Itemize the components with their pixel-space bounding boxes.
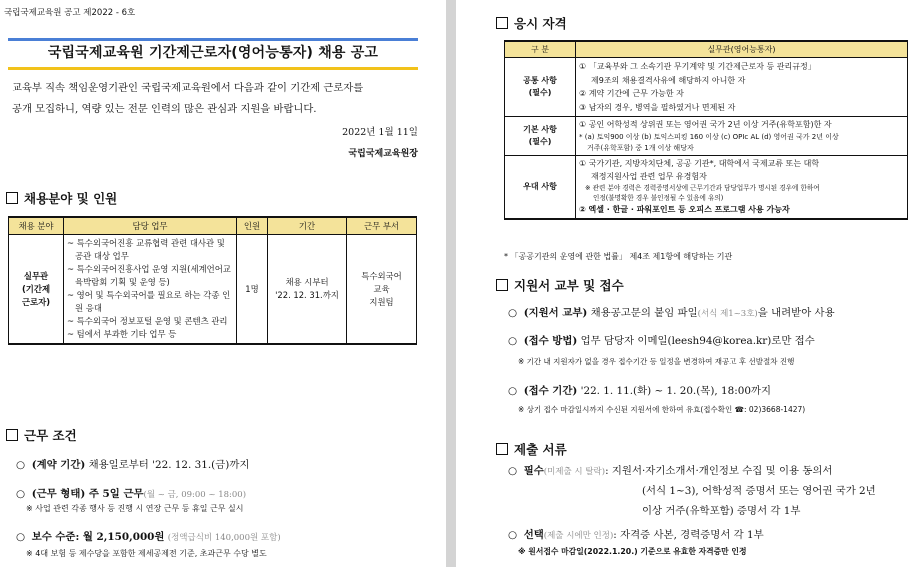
checkbox-icon bbox=[496, 279, 508, 291]
qual-item: ① 공인 어학성적 상위권 또는 영어권 국가 2년 이상 거주(유학포함)한 자 bbox=[579, 120, 832, 130]
qual-item: 거주(유학포함) 중 1개 이상 해당자 bbox=[587, 143, 694, 152]
doc-required-line3: 이상 거주(유학포함) 증명서 각 1부 bbox=[642, 505, 801, 517]
bullet-icon: ○ bbox=[508, 335, 524, 347]
app-distribution-label: (지원서 교부) bbox=[523, 307, 588, 319]
section-recruit-title: 채용분야 및 인원 bbox=[24, 191, 118, 206]
qual-label-line: 기본 사항 bbox=[523, 125, 557, 135]
qual-label-preferred bbox=[505, 156, 576, 219]
dept-line: 지원팀 bbox=[369, 296, 394, 307]
doc-optional-text: : 자격증 사본, 경력증명서 각 1부 bbox=[613, 529, 764, 541]
title-bar-bottom bbox=[8, 67, 418, 70]
field-line: (기간제 bbox=[21, 283, 51, 294]
header-ref: 국립국제교육원 공고 제2022 - 6호 bbox=[4, 8, 136, 18]
app-method-text: 업무 담당자 이메일(leesh94@korea.kr)로만 접수 bbox=[580, 335, 815, 347]
duty-item: ~ 특수외국어진흥 교류협력 관련 대사관 및 공관 대상 업무 bbox=[67, 238, 225, 262]
duties-cell bbox=[64, 235, 237, 345]
bullet-icon: ○ bbox=[508, 465, 524, 477]
condition-pay bbox=[16, 528, 281, 543]
qual-label-common bbox=[505, 58, 576, 117]
page-title: 국립국제교육원 기간제근로자(영어능통자) 채용 공고 bbox=[47, 45, 379, 61]
col-category: 구 분 bbox=[505, 41, 576, 58]
col-field: 채용 분야 bbox=[9, 217, 64, 235]
qual-label-line: (필수) bbox=[528, 88, 552, 98]
table-row bbox=[505, 156, 908, 219]
qual-footnote: * 「공공기관의 운영에 관한 법률」 제4조 제1항에 해당하는 기관 bbox=[504, 252, 733, 261]
intro-line-1: 교육부 직속 책임운영기관인 국립국제교육원에서 다음과 같이 기간제 근로자를 bbox=[12, 82, 364, 94]
bullet-icon: ○ bbox=[16, 531, 32, 543]
condition-pay-paren: (정액급식비 140,000원 포함) bbox=[167, 533, 281, 543]
doc-required bbox=[508, 462, 832, 477]
bullet-icon: ○ bbox=[508, 385, 524, 397]
qual-item: 인정(불명확한 경우 불인정될 수 있음에 유의) bbox=[593, 194, 724, 203]
period-line: 채용 시부터 bbox=[285, 277, 329, 288]
section-conditions-title: 근무 조건 bbox=[24, 428, 77, 443]
qualification-table bbox=[504, 40, 908, 220]
qual-item: ① 「교육부와 그 소속기관 무기계약 및 기간제근로자 등 관리규정」 bbox=[579, 62, 816, 71]
dept-line: 교육 bbox=[373, 283, 390, 294]
field-line: 실무관 bbox=[23, 270, 49, 281]
issuer: 국립국제교육원장 bbox=[348, 149, 418, 159]
app-method bbox=[508, 332, 815, 347]
app-distribution-tail: 을 내려받아 사용 bbox=[757, 307, 835, 319]
duty-item: ~ 영어 및 특수외국어를 필요로 하는 각종 인원 응대 bbox=[67, 290, 231, 314]
qual-items-basic bbox=[576, 117, 908, 156]
field-line: 근로자) bbox=[21, 296, 51, 307]
section-qualifications-title: 응시 자격 bbox=[514, 16, 567, 31]
duty-item: ~ 팀에서 부과한 기타 업무 등 bbox=[67, 329, 177, 340]
doc-required-text: : 지원서·자기소개서·개인정보 수집 및 이용 동의서 bbox=[605, 465, 833, 477]
period-line: '22. 12. 31.까지 bbox=[275, 290, 339, 301]
doc-required-paren: (미제출 시 탈락) bbox=[543, 467, 606, 477]
qual-label-line: (필수) bbox=[528, 137, 552, 147]
qual-item: ② 계약 기간에 근무 가능한 자 bbox=[579, 89, 684, 99]
condition-pay-note: ※ 4대 보험 등 제수당을 포함한 제세공제전 기준, 초과근무 수당 별도 bbox=[26, 549, 267, 558]
duty-item: ~ 특수외국어 정보포털 운영 및 콘텐츠 관리 bbox=[67, 316, 228, 327]
announce-date: 2022년 1월 11일 bbox=[342, 127, 418, 138]
condition-type-label: (근무 형태) 주 5일 근무 bbox=[31, 488, 144, 500]
period-cell bbox=[268, 235, 347, 345]
title-box bbox=[8, 38, 418, 70]
doc-optional-label: 선택 bbox=[523, 529, 544, 541]
intro-line-2: 공개 모집하니, 역량 있는 전문 인력의 많은 관심과 지원을 바랍니다. bbox=[12, 103, 317, 115]
condition-pay-label: 보수 수준: 월 2,150,000원 bbox=[31, 531, 165, 543]
qual-items-preferred bbox=[576, 156, 908, 219]
doc-required-label: 필수 bbox=[523, 465, 544, 477]
section-application bbox=[496, 276, 624, 294]
bullet-icon: ○ bbox=[16, 459, 32, 471]
bullet-icon: ○ bbox=[16, 488, 32, 500]
qual-label-basic bbox=[505, 117, 576, 156]
app-method-note: ※ 기간 내 지원자가 없을 경우 접수기간 등 일정을 변경하여 재공고 후 선발절차 진행 bbox=[518, 357, 795, 366]
page-gap bbox=[446, 0, 456, 567]
count-cell: 1명 bbox=[237, 235, 268, 345]
col-duties: 담당 업무 bbox=[64, 217, 237, 235]
qual-item: 제9조의 채용결격사유에 해당하지 아니한 자 bbox=[591, 75, 746, 85]
table-row bbox=[505, 58, 908, 117]
duty-item: ~ 특수외국어진흥사업 운영 지원(세계언어교육박람회 기획 및 운영 등) bbox=[67, 264, 231, 288]
app-period-label: (접수 기간) bbox=[523, 385, 578, 397]
section-recruit bbox=[6, 189, 117, 207]
field-cell bbox=[9, 235, 64, 345]
dept-cell bbox=[347, 235, 417, 345]
dept-line: 특수외국어 bbox=[361, 270, 402, 281]
condition-period-text: 채용일로부터 '22. 12. 31.(금)까지 bbox=[88, 459, 250, 471]
doc-optional-paren: (제출 시에만 인정) bbox=[543, 531, 614, 541]
condition-type bbox=[16, 485, 246, 500]
checkbox-icon bbox=[6, 429, 18, 441]
bullet-icon: ○ bbox=[508, 529, 524, 541]
qual-item: ③ 남자의 경우, 병역을 필하였거나 면제된 자 bbox=[579, 102, 736, 112]
table-row bbox=[9, 235, 417, 345]
checkbox-icon bbox=[496, 17, 508, 29]
app-distribution-text: 채용공고문의 붙임 파일 bbox=[590, 307, 698, 319]
condition-type-hours: (월 ~ 금, 09:00 ~ 18:00) bbox=[143, 490, 247, 500]
col-period: 기간 bbox=[268, 217, 347, 235]
condition-period bbox=[16, 456, 249, 471]
table-row bbox=[505, 117, 908, 156]
qual-item: ① 국가기관, 지방자치단체, 공공 기관*, 대학에서 국제교류 또는 대학 bbox=[579, 159, 820, 169]
app-period bbox=[508, 382, 771, 397]
doc-optional-note: ※ 원서접수 마감일(2022.1.20.) 기준으로 유효한 자격증만 인정 bbox=[518, 547, 747, 556]
recruit-table bbox=[8, 216, 417, 345]
app-period-text: '22. 1. 11.(화) ~ 1. 20.(목), 18:00까지 bbox=[580, 385, 772, 397]
section-documents bbox=[496, 440, 567, 458]
right-page bbox=[456, 0, 917, 567]
app-distribution bbox=[508, 304, 835, 319]
checkbox-icon bbox=[6, 192, 18, 204]
title-bar-top bbox=[8, 38, 418, 41]
checkbox-icon bbox=[496, 443, 508, 455]
col-count: 인원 bbox=[237, 217, 268, 235]
qual-item: ② 엑셀 · 한글 · 파워포인트 등 오피스 프로그램 사용 가능자 bbox=[579, 204, 790, 214]
left-page bbox=[0, 0, 446, 567]
bullet-icon: ○ bbox=[508, 307, 524, 319]
app-method-label: (접수 방법) bbox=[523, 335, 578, 347]
qual-label-line: 우대 사항 bbox=[523, 182, 557, 192]
app-period-note: ※ 상기 접수 마감일시까지 수신된 지원서에 한하여 유효(접수확인 ☎: 02)3668-1427) bbox=[518, 405, 806, 414]
qual-item: ※ 관련 분야 경력은 경력증명서상에 근무기간과 담당업무가 명시된 경우에 한하여 bbox=[585, 184, 820, 193]
qual-items-common bbox=[576, 58, 908, 117]
col-dept: 근무 부서 bbox=[347, 217, 417, 235]
qual-label-line: 공통 사항 bbox=[523, 75, 557, 85]
section-qualifications bbox=[496, 14, 567, 32]
app-distribution-paren: (서식 제1~3호) bbox=[697, 309, 758, 319]
section-conditions bbox=[6, 426, 77, 444]
doc-optional bbox=[508, 526, 764, 541]
doc-required-line2: (서식 1~3), 어학성적 증명서 또는 영어권 국가 2년 bbox=[642, 485, 876, 497]
section-documents-title: 제출 서류 bbox=[514, 442, 567, 457]
section-application-title: 지원서 교부 및 접수 bbox=[514, 278, 624, 293]
qual-item: * (a) 토익900 이상 (b) 토익스피킹 160 이상 (c) OPIc AL (d) 영어권 국가 2년 이상 bbox=[579, 132, 839, 141]
col-requirement: 실무관(영어능통자) bbox=[576, 41, 908, 58]
condition-type-note: ※ 사업 관련 각종 행사 등 진행 시 연장 근무 등 휴일 근무 실시 bbox=[26, 504, 244, 513]
condition-period-label: (계약 기간) bbox=[31, 459, 86, 471]
qual-item: 재정지원사업 관련 업무 유경험자 bbox=[591, 171, 707, 181]
